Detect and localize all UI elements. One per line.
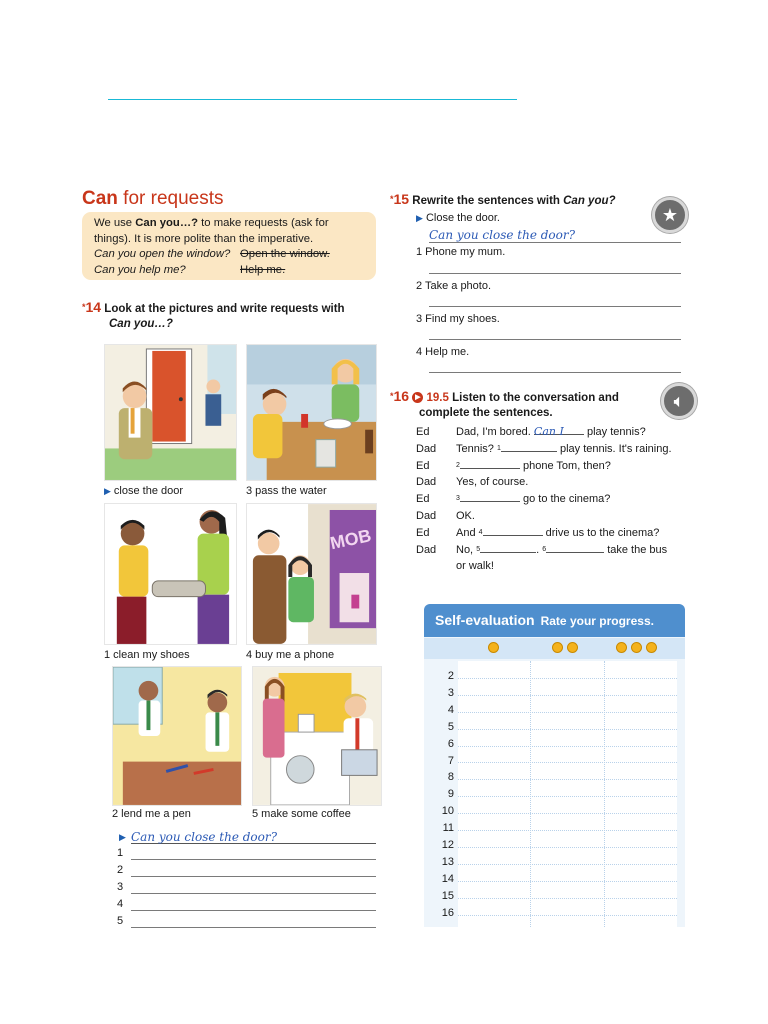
- grammar-imperative: Open the window.: [240, 248, 330, 260]
- speaker-icon: 🔈︎: [673, 390, 685, 411]
- self-evaluation-header: Self-evaluation Rate your progress.: [424, 604, 685, 637]
- rating-row-number: 10: [441, 805, 454, 818]
- answer-line-4[interactable]: [117, 897, 376, 911]
- rating-row-number: 9: [447, 788, 454, 801]
- answer-line[interactable]: [429, 273, 681, 274]
- exercise-16-heading: *16 ▶ 19.5 Listen to the conversation and complete the sentences.: [390, 388, 619, 419]
- dialog-answer: Can I: [534, 424, 584, 435]
- picture-close-the-door: [104, 344, 237, 481]
- rating-row-divider: [458, 915, 677, 916]
- rating-row-divider: [458, 779, 677, 780]
- picture-clean-my-shoes: [104, 503, 237, 645]
- rating-row-divider: [458, 830, 677, 831]
- self-evaluation-panel: [424, 604, 685, 927]
- dialog-blank-5[interactable]: [480, 542, 536, 553]
- rating-row-number: 16: [441, 906, 454, 919]
- rating-row-number: 12: [441, 839, 454, 851]
- answer-line-1[interactable]: [117, 846, 376, 860]
- picture-pass-the-water: [246, 344, 377, 481]
- dialog-line: Dad OK.: [416, 509, 475, 522]
- answer-number: 4: [117, 898, 124, 910]
- rating-row-number: 14: [441, 872, 454, 885]
- rating-row-divider: [458, 796, 677, 797]
- rating-row-number: 11: [442, 822, 454, 835]
- grammar-intro: We use Can you…? to make requests (ask for: [94, 217, 329, 229]
- rating-row-divider: [458, 813, 677, 814]
- triangle-bullet-icon: ▶: [416, 213, 423, 223]
- smiley-face-icon: [552, 642, 563, 653]
- picture-caption: 4 buy me a phone: [246, 649, 335, 661]
- answer-line-5[interactable]: [117, 914, 376, 928]
- shop-sign-text: MOB: [328, 525, 373, 554]
- rating-row-number: 15: [441, 889, 454, 902]
- conversation: [416, 424, 672, 575]
- rating-row-number: 2: [447, 670, 454, 682]
- link-underline[interactable]: [108, 99, 517, 100]
- grammar-imperative: Help me.: [240, 263, 286, 276]
- clean-shoes-illustration: [105, 504, 236, 644]
- smiley-face-icon: [646, 642, 657, 653]
- rating-row-divider: [458, 729, 677, 730]
- smiley-face-icon: [631, 642, 642, 653]
- picture-buy-me-a-phone: [246, 503, 377, 645]
- dialog-blank-1[interactable]: [501, 441, 557, 452]
- triangle-bullet-icon: ▶: [119, 832, 126, 842]
- rating-row-number: 7: [447, 754, 454, 767]
- rating-row-number: 3: [447, 686, 454, 699]
- rating-row-divider: [458, 695, 677, 696]
- audio-play-icon[interactable]: ▶: [412, 392, 423, 403]
- rating-row-number: 13: [441, 855, 454, 868]
- dialog-line: Ed 3 go to the cinema?: [416, 493, 611, 506]
- smiley-face-icon: [616, 642, 627, 653]
- close-door-illustration: [105, 345, 236, 480]
- picture-caption: 3 pass the water: [246, 485, 327, 497]
- picture-caption: 1 clean my shoes: [104, 649, 190, 661]
- grammar-intro-line2: things). It is more polite than the imperative.: [94, 232, 314, 245]
- answer-number: 2: [117, 864, 124, 876]
- dialog-line: Ed Dad, I'm bored. Can I play tennis?: [416, 425, 646, 438]
- rating-row-divider: [458, 847, 677, 848]
- rating-row-divider: [458, 881, 677, 882]
- picture-caption: 5 make some coffee: [252, 808, 351, 820]
- grammar-title: Can for requests: [82, 188, 224, 209]
- rating-row-divider: [458, 712, 677, 713]
- answer-line[interactable]: [429, 372, 681, 373]
- picture-make-some-coffee: [252, 666, 382, 806]
- rating-grid[interactable]: [458, 661, 677, 927]
- exercise-14-heading: *14 Look at the pictures and write requests with Can you…?: [82, 299, 345, 330]
- answer-number: 1: [117, 847, 124, 859]
- dialog-line: Dad No, 5 . 6 take the bus: [416, 543, 668, 556]
- speaker-badge[interactable]: [661, 383, 697, 419]
- exercise-15-item-4: 4 Help me.: [416, 346, 470, 358]
- buy-phone-illustration: [247, 504, 376, 644]
- picture-caption: ▶ close the door: [104, 485, 184, 497]
- answer-line[interactable]: [429, 339, 681, 340]
- rating-row-divider: [458, 762, 677, 763]
- grammar-example: Can you open the window?: [94, 248, 231, 260]
- answer-line-3[interactable]: [117, 880, 376, 894]
- smiley-face-icon: [488, 642, 499, 653]
- exercise-15-example: ▶ Close the door.: [416, 212, 500, 224]
- rating-row-number: 6: [447, 737, 454, 750]
- answer-line[interactable]: [429, 306, 681, 307]
- rating-faces-row: [424, 638, 685, 659]
- picture-caption: 2 lend me a pen: [112, 808, 191, 820]
- dialog-line: Dad Yes, of course.: [416, 476, 529, 489]
- dialog-line: Ed 2 phone Tom, then?: [416, 459, 611, 472]
- answer-line-2[interactable]: [117, 863, 376, 877]
- example-answer-text: Can you close the door?: [131, 830, 278, 844]
- exercise-15-item-3: 3 Find my shoes.: [416, 313, 500, 325]
- grammar-example: Can you help me?: [94, 263, 186, 276]
- pass-water-illustration: [247, 345, 376, 480]
- exercise-15-item-1: 1 Phone my mum.: [416, 246, 506, 258]
- exercise-15-example-answer: Can you close the door?: [429, 228, 576, 242]
- dialog-line: Ed And 4 drive us to the cinema?: [416, 526, 660, 539]
- make-coffee-illustration: [253, 667, 381, 805]
- answer-number: 5: [117, 915, 124, 927]
- dialog-line: or walk!: [456, 560, 494, 573]
- star-badge[interactable]: [652, 197, 688, 233]
- triangle-bullet-icon: ▶: [104, 486, 111, 496]
- rating-row-divider: [458, 898, 677, 899]
- rating-row-number: 8: [447, 771, 454, 784]
- rating-row-number: 5: [447, 720, 454, 733]
- dialog-blank-4[interactable]: [483, 525, 543, 536]
- exercise-15-heading: *15 Rewrite the sentences with Can you?: [390, 191, 616, 207]
- dialog-blank-3[interactable]: [460, 491, 520, 502]
- lend-pen-illustration: [113, 667, 241, 805]
- dialog-line: Dad Tennis? 1 play tennis. It's raining.: [416, 442, 672, 455]
- example-answer-line: [119, 830, 376, 844]
- rating-row-number: 4: [447, 703, 454, 716]
- dialog-blank-6[interactable]: [546, 542, 604, 553]
- rating-row-divider: [458, 864, 677, 865]
- picture-lend-me-a-pen: [112, 666, 242, 806]
- grammar-box: [82, 212, 376, 280]
- answer-line: [429, 242, 681, 243]
- smiley-face-icon: [567, 642, 578, 653]
- rating-row-divider: [458, 678, 677, 679]
- dialog-blank-2[interactable]: [460, 458, 520, 469]
- rating-row-divider: [458, 746, 677, 747]
- exercise-15-item-2: 2 Take a photo.: [416, 280, 492, 292]
- answer-number: 3: [117, 881, 124, 893]
- star-icon: ★: [661, 204, 679, 225]
